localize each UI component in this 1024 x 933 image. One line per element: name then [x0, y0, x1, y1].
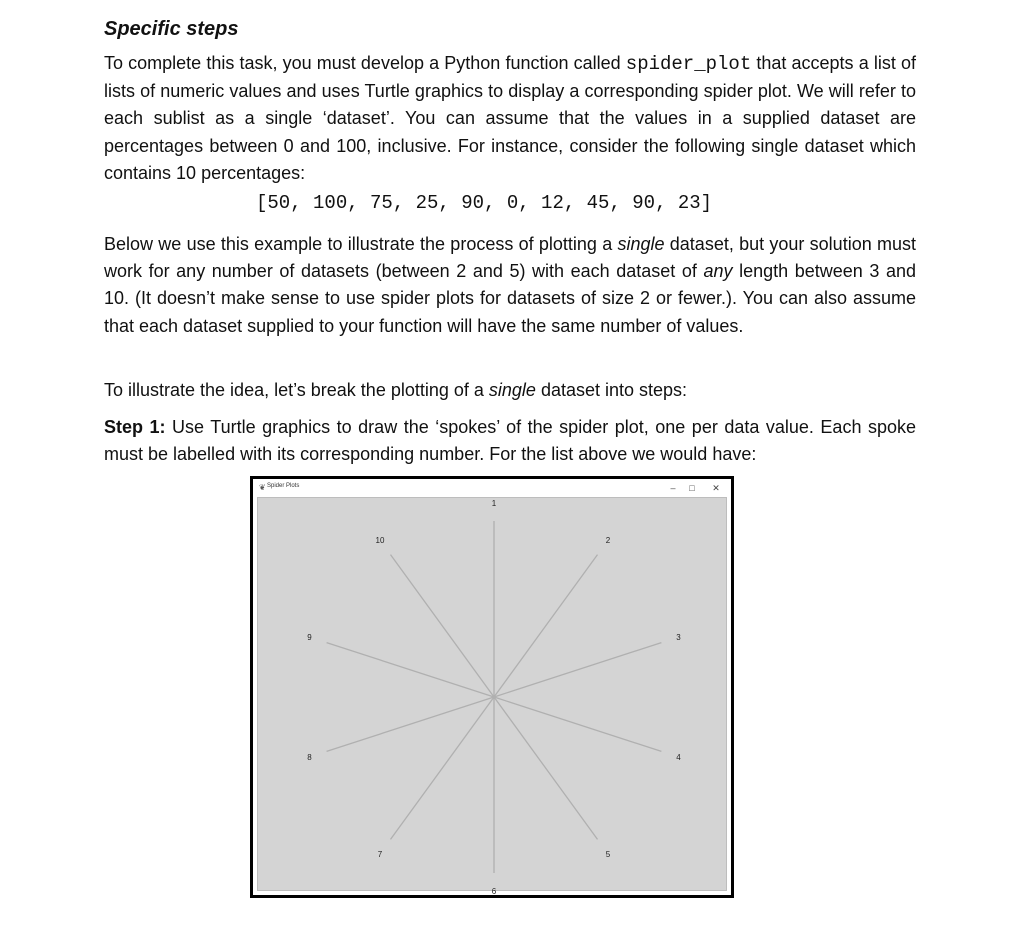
spoke-label-9: 9 [307, 633, 312, 643]
spider-plot-chart [258, 498, 726, 896]
intro-paragraph [104, 50, 916, 187]
steps-text-a: To illustrate the idea, let’s break the plotting of a [104, 380, 489, 400]
spoke-2 [494, 555, 598, 697]
steps-text-b: dataset into steps: [535, 380, 688, 400]
window-titlebar[interactable] [253, 479, 731, 497]
feather-icon: ❦ [259, 483, 266, 492]
spoke-4 [494, 697, 661, 751]
spider-plot-window [250, 476, 734, 898]
spoke-label-10: 10 [375, 536, 385, 546]
turtle-canvas [257, 497, 727, 896]
steps-intro-paragraph [104, 377, 916, 404]
intro-text-start: To complete this task, you must develop a Python function called [104, 53, 626, 73]
spoke-label-8: 8 [307, 752, 312, 762]
maximize-button[interactable]: □ [689, 483, 695, 493]
window-title: Spider Plots [267, 483, 300, 489]
section-heading: Specific steps [104, 18, 239, 40]
spoke-label-6: 6 [491, 887, 497, 896]
example-paragraph [104, 231, 916, 340]
spoke-5 [494, 697, 598, 839]
spoke-3 [494, 643, 661, 697]
spoke-10 [391, 555, 495, 697]
function-name-code: spider_plot [625, 53, 752, 75]
spoke-9 [327, 643, 494, 697]
step-1-paragraph [104, 414, 916, 468]
any-emphasis: any [703, 261, 733, 282]
spoke-label-1: 1 [491, 499, 497, 508]
example-text-a: Below we use this example to illustrate the process of plotting a [104, 234, 618, 254]
spoke-label-2: 2 [605, 536, 611, 546]
spoke-8 [327, 697, 494, 751]
step-1-text: Use Turtle graphics to draw the ‘spokes’ of the spider plot, one per data value. Each spoke must be labelled with its corresponding number. For the list above we would have: [104, 417, 916, 465]
close-button[interactable]: ✕ [712, 483, 720, 493]
example-dataset-code: [50, 100, 75, 25, 90, 0, 12, 45, 90, 23] [256, 192, 713, 214]
spoke-label-4: 4 [676, 752, 681, 762]
spoke-label-3: 3 [676, 633, 681, 643]
step-1-label: Step 1: [104, 417, 166, 437]
example-text-c: length between 3 and 10. (It doesn’t make sense to use spider plots for datasets of size 2 or fewer.). You can also assume that each dataset supplied to your function will have the same number of values. [104, 261, 916, 336]
spoke-7 [391, 697, 495, 839]
single-emphasis: single [617, 234, 665, 254]
spoke-label-5: 5 [605, 849, 611, 859]
intro-text-end: that accepts a list of lists of numeric values and uses Turtle graphics to display a corresponding spider plot. We will refer to each sublist as a single ‘dataset’. You can assume that the values in a supplied dataset are percentages between 0 and 100, inclusive. For instance, consider the following single dataset which contains 10 percentages: [104, 53, 916, 183]
minimize-button[interactable]: – [670, 483, 676, 493]
spoke-label-7: 7 [377, 849, 383, 859]
single-emphasis-2: single [488, 380, 536, 400]
example-text-b: dataset, but your solution must work for any number of datasets (between 2 and 5) with each dataset of [104, 234, 916, 282]
